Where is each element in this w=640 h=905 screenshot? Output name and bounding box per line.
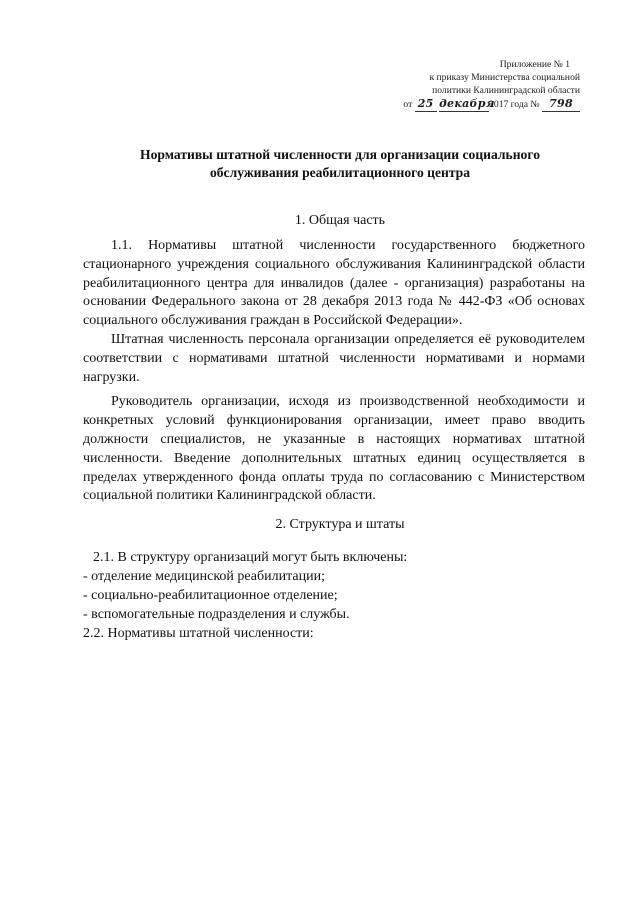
paragraph-1-1: 1.1. Нормативы штатной численности государственного бюджетного стационарного учреждения социального обслуживания Калининградской области реабилитационного центра для инвалидов (далее - организация) разработаны на основании Федерального закона от 28 декабря 2013 года № 442-ФЗ «Об основах социального обслуживания граждан в Российской Федерации». — [83, 238, 585, 329]
date-day-field — [415, 97, 437, 112]
handwritten-order-number: 798 — [549, 97, 573, 110]
order-number-field — [542, 97, 580, 112]
appendix-date-line — [400, 97, 580, 112]
handwritten-month: декабря — [439, 97, 495, 110]
list-item: - социально-реабилитационное отделение; — [83, 588, 338, 603]
appendix-header — [400, 58, 580, 112]
appendix-ministry: политики Калининградской области — [432, 85, 580, 96]
paragraph-director-rights: Руководитель организации, исходя из производственной необходимости и конкретных условий функционирования организации, имеет право вводить должности специалистов, не указанные в настоящих нормативах штатной численности. Введение дополнительных штатных единиц осуществляется в пределах утвержденного фонда оплаты труда по согласованию с Министерством социальной политики Калининградской области. — [83, 394, 585, 504]
section-1-body — [83, 237, 585, 506]
year-text: 2017 года № — [489, 99, 540, 110]
date-month-field — [439, 97, 495, 112]
title-line-2: обслуживания реабилитационного центра — [209, 165, 471, 180]
list-item: 2.1. В структуру организаций могут быть включены: — [93, 550, 408, 565]
list-item: - отделение медицинской реабилитации; — [83, 569, 325, 584]
list-item: - вспомогательные подразделения и службы. — [83, 607, 350, 622]
section-1-heading: 1. Общая часть — [294, 213, 386, 228]
appendix-order-ref: к приказу Министерства социальной — [429, 72, 580, 83]
handwritten-day: 25 — [417, 97, 434, 110]
section-2-heading: 2. Структура и штаты — [275, 517, 405, 532]
paragraph-staffing: Штатная численность персонала организации определяется её руководителем соответствии с нормативами штатной численности нормативами и нормами нагрузки. — [83, 331, 585, 385]
section-2-body — [83, 548, 583, 643]
list-item: 2.2. Нормативы штатной численности: — [83, 626, 314, 641]
appendix-number: Приложение № 1 — [499, 59, 570, 70]
document-title — [60, 146, 620, 182]
date-prefix: от — [403, 99, 413, 110]
title-line-1: Нормативы штатной численности для организации социального — [140, 147, 540, 162]
